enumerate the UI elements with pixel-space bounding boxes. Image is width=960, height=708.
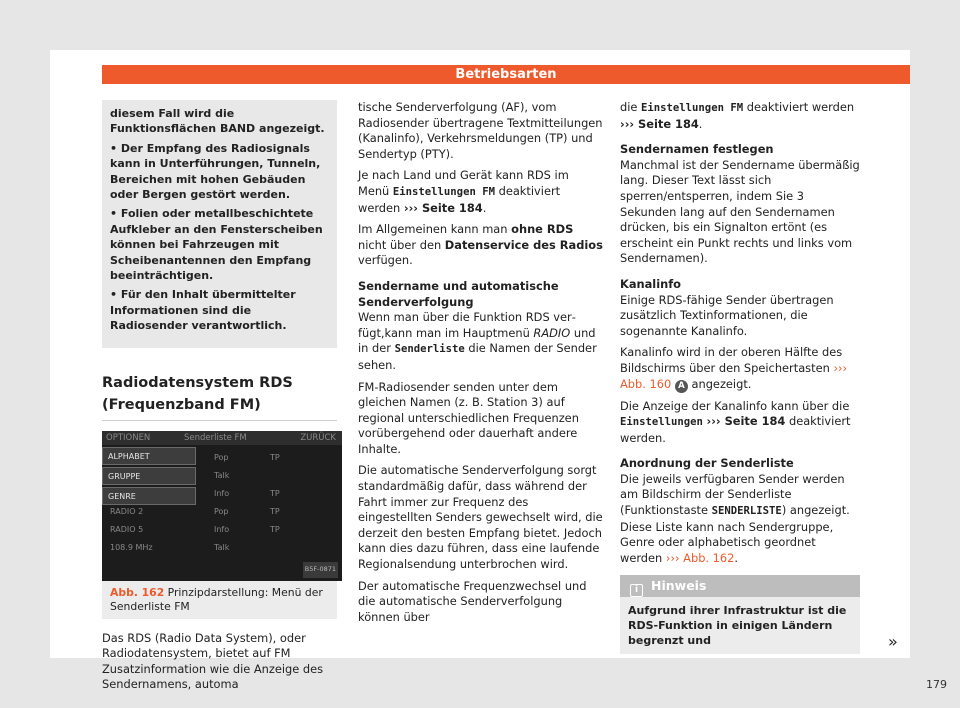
- paragraph: Die automatische Senderverfolgung sorgt standardmäßig dafür, dass während der Fahrt immer zur Frequenz des eingestellten Senders gewechselt wird, die derzeit den besten Empfang bietet. Jedoch kann dies dazu führen, dass eine laufende Regionalsendung unterbrochen wird.: [358, 463, 603, 572]
- warning-bullet: • Der Empfang des Radiosignals kann in Unterführungen, Tunneln, Bereichen mit hohen Gebäuden oder Bergen gestört werden.: [110, 141, 329, 203]
- station-tp: TP: [270, 506, 280, 516]
- menu-term: Einstellungen: [620, 416, 703, 429]
- paragraph: [620, 399, 860, 447]
- paragraph: [620, 472, 860, 567]
- subheading: Kanalinfo: [620, 276, 682, 291]
- paragraph: [358, 310, 603, 373]
- caption-number: Abb. 162: [110, 585, 165, 599]
- station-genre: Pop: [214, 506, 229, 516]
- info-icon: i: [630, 584, 643, 597]
- figure-caption: [102, 581, 337, 619]
- note-header: [620, 575, 860, 597]
- station-list-title: Senderliste FM: [184, 432, 247, 443]
- text: Die jeweils verfügbaren Sender werden am Bildschirm der Senderliste (Funktionstaste: [620, 471, 845, 518]
- italic-term: RADIO: [533, 325, 571, 340]
- station-genre: Talk: [214, 470, 230, 480]
- station-genre: Info: [214, 524, 230, 534]
- text: angezeigt.: [691, 376, 752, 391]
- paragraph: FM-Radiosender senden unter dem gleichen Namen (z. B. Station 3) auf regional unterschiedlichen Frequenzen vorübergehend oder dauerhaft andere Inhalte.: [358, 379, 579, 456]
- column-middle: [358, 100, 603, 625]
- menu-term: SENDERLISTE: [711, 505, 782, 518]
- callout-badge: A: [675, 380, 688, 393]
- station-genre: Talk: [214, 542, 230, 552]
- figure-reference-link[interactable]: ››› Abb. 162: [665, 550, 735, 565]
- caption-text: Prinzipdarstellung: Menü der Senderliste FM: [110, 585, 323, 613]
- text: Im Allgemeinen kann man: [358, 222, 508, 237]
- text: deaktiviert werden: [746, 100, 855, 114]
- section-title: Radiodatensystem RDS (Frequenzband FM): [102, 372, 337, 421]
- subheading: Anordnung der Senderliste: [620, 456, 794, 471]
- page-reference-link[interactable]: ››› Seite 184: [403, 200, 483, 215]
- paragraph: [358, 168, 603, 216]
- warning-bullet: • Für den Inhalt übermittelter Informationen sind die Radiosender verantwortlich.: [110, 287, 329, 333]
- continue-arrow-icon: »: [888, 632, 898, 651]
- station-name: RADIO 2: [110, 506, 144, 516]
- menu-item-group: GRUPPE: [102, 467, 196, 485]
- paragraph: [620, 345, 860, 392]
- bold-term: ohne RDS: [511, 222, 574, 237]
- station-tp: TP: [270, 452, 280, 462]
- paragraph: [620, 100, 860, 132]
- note-title: Hinweis: [651, 578, 707, 594]
- text: die: [620, 100, 638, 114]
- text: Wenn man über die Funktion RDS verfügt,kann man im Hauptmenü: [358, 310, 576, 340]
- page-reference-link[interactable]: ››› Seite 184: [706, 414, 786, 429]
- bold-term: Datenservice des Radios: [444, 237, 603, 252]
- menu-term: Senderliste: [394, 343, 465, 356]
- paragraph: tische Senderverfolgung (AF), vom Radiosender übertragene Textmitteilungen (Kanalinfo), Verkehrsmeldungen (TP) und Sendertyp (PTY).: [358, 100, 603, 161]
- figure-topbar: [102, 431, 342, 445]
- radio-screen-figure: [102, 431, 342, 581]
- options-label: OPTIONEN: [106, 432, 151, 443]
- station-name: 108.9 MHz: [110, 542, 153, 552]
- menu-term: Einstellungen FM: [641, 102, 744, 114]
- note-text: Aufgrund ihrer Infrastruktur ist die RDS-Funktion in einigen Ländern begrenzt und: [628, 604, 847, 648]
- note-box: [620, 575, 860, 654]
- station-row: [102, 485, 342, 503]
- text: .: [698, 116, 703, 131]
- column-left: [102, 100, 337, 693]
- station-genre: Info: [214, 488, 230, 498]
- figure-reference-link[interactable]: ››› Abb. 160: [620, 360, 848, 391]
- column-right: [620, 100, 860, 654]
- text: nicht über den: [358, 237, 442, 252]
- station-name: RADIO 5: [110, 524, 144, 534]
- text: .: [734, 550, 739, 565]
- text: die Namen der Sender sehen.: [358, 341, 597, 372]
- subheading: Sendernamen festlegen: [620, 142, 774, 157]
- back-label: ZURÜCK: [300, 432, 336, 443]
- paragraph: Manchmal ist der Sendername übermäßig lang. Dieser Text lässt sich sperren/entsperren, indem Sie 3 Sekunden lang auf den Sendernamen drücken, bis ein Signalton ertönt (es erscheint ein Punkt rechts und links vom Sendernamen).: [620, 157, 860, 266]
- menu-term: Einstellungen FM: [392, 185, 495, 198]
- text: Die Anzeige der Kanalinfo kann über die: [620, 398, 850, 413]
- paragraph: Der automatische Frequenzwechsel und die automatische Senderverfolgung können über: [358, 578, 587, 624]
- station-row: [102, 503, 342, 521]
- paragraph: Einige RDS-fähige Sender übertragen zusätzlich Textinformationen, die sogenannte Kanalinfo.: [620, 292, 834, 338]
- warning-box: [102, 100, 337, 348]
- text: Kanalinfo wird in der oberen Hälfte des Bildschirms über den Speichertasten: [620, 345, 843, 375]
- station-tp: TP: [270, 524, 280, 534]
- text: deaktiviert werden: [358, 183, 561, 215]
- paragraph: [358, 222, 603, 269]
- text: ) angezeigt. Diese Liste kann nach Sendergruppe, Genre oder alphabetisch geordnet werden: [620, 503, 850, 565]
- text: verfügen.: [358, 253, 413, 268]
- station-row: [102, 539, 342, 557]
- text: Je nach Land und Gerät kann RDS im Menü: [358, 168, 569, 198]
- warning-bullet: • Folien oder metallbeschichtete Aufkleber an den Fensterscheiben können bei Fahrzeugen mit Scheibenantennen den Empfang beeinträchtigen.: [110, 206, 329, 283]
- station-row: [102, 449, 342, 467]
- figure-code: B5F-0871: [303, 562, 338, 578]
- station-genre: Pop: [214, 452, 229, 462]
- text: und in der: [358, 325, 596, 356]
- subheading: Sendername und automatische Senderverfolgung: [358, 278, 559, 309]
- chapter-header: Betriebsarten: [102, 65, 910, 84]
- text: deaktiviert werden.: [620, 414, 851, 445]
- warning-line: diesem Fall wird die Funktionsflächen BAND angezeigt.: [110, 107, 325, 136]
- menu-item-genre: GENRE: [102, 487, 196, 505]
- page-number: 179: [926, 678, 947, 691]
- manual-page: [50, 50, 947, 692]
- station-row: [102, 521, 342, 539]
- station-row: [102, 467, 342, 485]
- paragraph: Das RDS (Radio Data System), oder Radiodatensystem, bietet auf FM Zusatzinformation wie die Anzeige des Sendernamens, automa: [102, 630, 324, 692]
- menu-item-alphabet: ALPHABET: [102, 447, 196, 465]
- station-tp: TP: [270, 488, 280, 498]
- text: .: [482, 200, 487, 215]
- page-reference-link[interactable]: ››› Seite 184: [620, 116, 699, 131]
